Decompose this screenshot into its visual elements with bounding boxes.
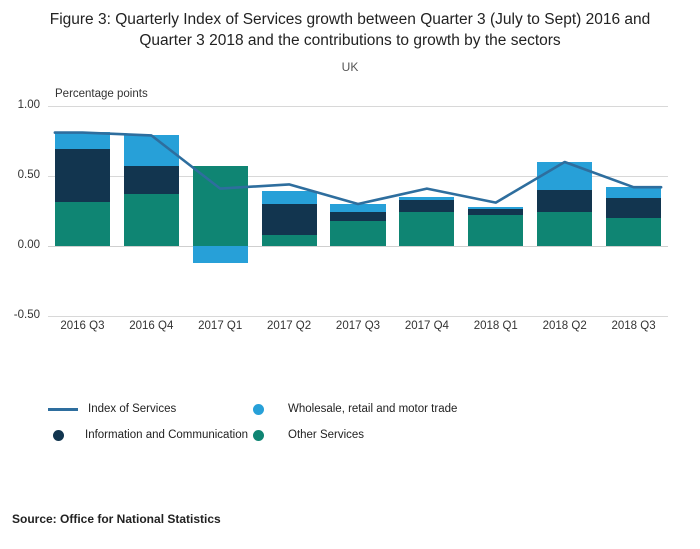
x-tick-label: 2016 Q3 (60, 319, 105, 332)
legend-item-wholesale-retail-motor-trade[interactable] (248, 403, 548, 415)
y-tick-label: 0.50 (17, 168, 40, 181)
source-note: Source: Office for National Statistics (12, 512, 221, 526)
plot-canvas (13, 98, 668, 321)
dot-marker-icon (248, 430, 278, 441)
x-tick-label: 2017 Q1 (198, 319, 243, 332)
chart-title: Figure 3: Quarterly Index of Services growth between Quarter 3 (July to Sept) 2016 and Quarter 3 2018 and the contributions to growth by the sectors (49, 11, 651, 49)
chart-subtitle: UK (341, 59, 359, 74)
x-tick-label: 2017 Q3 (335, 319, 381, 332)
x-tick-label: 2017 Q4 (404, 319, 449, 332)
legend-label: Other Services (288, 429, 365, 441)
legend-item-information-and-communication[interactable] (48, 429, 248, 441)
index-of-services-line (48, 106, 668, 316)
y-axis-label: Percentage points (55, 87, 148, 100)
legend-row-2 (48, 422, 688, 448)
x-tick-label: 2018 Q1 (473, 319, 518, 332)
y-tick-label: -0.50 (13, 308, 40, 321)
legend-label: Information and Communication (85, 429, 248, 441)
x-tick-label: 2017 Q2 (267, 319, 312, 332)
gridline (48, 316, 668, 317)
y-tick-label: 1.00 (17, 98, 40, 111)
legend-label: Index of Services (88, 403, 177, 415)
legend-label: Wholesale, retail and motor trade (288, 403, 458, 415)
x-axis-ticks (48, 320, 668, 340)
line-marker-icon (48, 408, 78, 411)
x-tick-label: 2016 Q4 (129, 319, 174, 332)
x-tick-label: 2018 Q2 (542, 319, 587, 332)
legend-item-other-services[interactable] (248, 429, 548, 441)
x-tick-label: 2018 Q3 (611, 319, 656, 332)
chart-legend (48, 396, 688, 448)
plot-area (0, 88, 700, 348)
legend-item-index-of-services[interactable] (48, 403, 248, 415)
y-tick-label: 0.00 (17, 238, 40, 251)
legend-row-1 (48, 396, 688, 422)
dot-marker-icon (248, 404, 278, 415)
dot-marker-icon (48, 430, 75, 441)
